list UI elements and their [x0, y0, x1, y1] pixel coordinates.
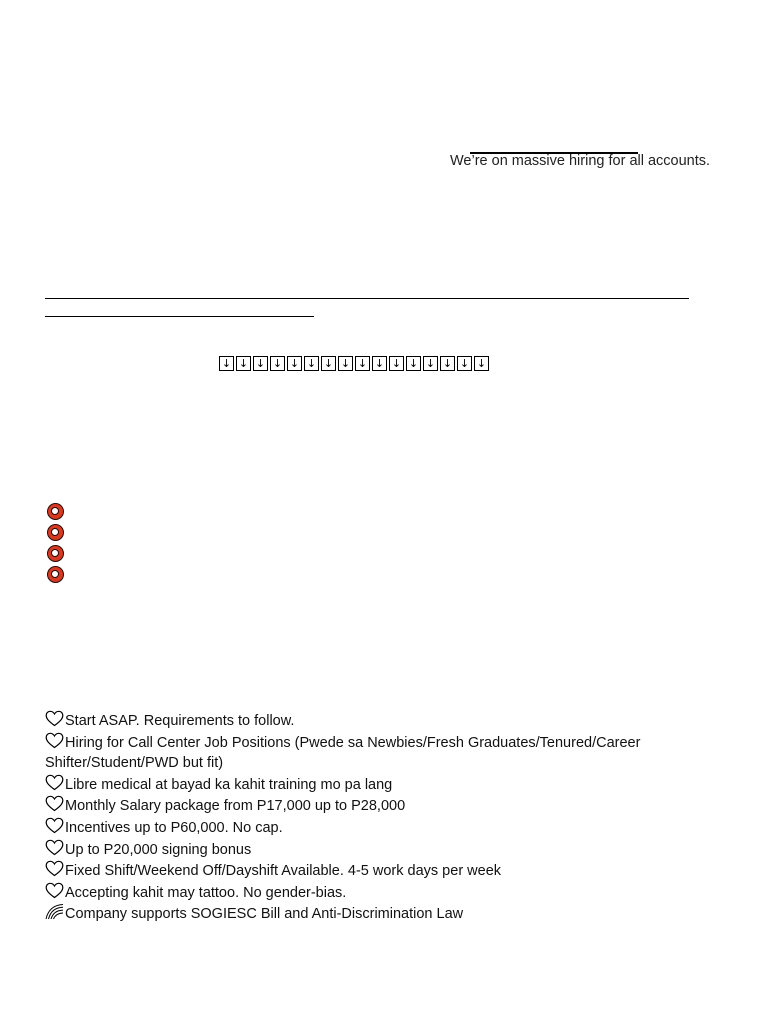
- heart-outline-icon: [45, 839, 65, 857]
- down-arrow-icon: ↓: [389, 356, 404, 371]
- heart-outline-icon: [45, 710, 65, 728]
- red-circle-bullet-icon: [47, 524, 64, 541]
- benefit-item: [45, 860, 685, 882]
- benefit-text: Fixed Shift/Weekend Off/Dayshift Available. 4-5 work days per week: [65, 863, 502, 880]
- down-arrow-icon: ↓: [406, 356, 421, 371]
- benefit-item: [45, 903, 685, 925]
- hiring-headline: We’re on massive hiring for all accounts.: [450, 153, 711, 169]
- red-circle-bullet-icon: [47, 503, 64, 520]
- benefit-item: [45, 882, 685, 904]
- benefit-text: Company supports SOGIESC Bill and Anti-Discrimination Law: [65, 906, 464, 923]
- benefit-text: Hiring for Call Center Job Positions (Pwede sa Newbies/Fresh Graduates/Tenured/Career Shifter/Student/PWD but fit): [45, 734, 641, 772]
- divider-line-short: [45, 316, 314, 317]
- down-arrow-icon: ↓: [474, 356, 489, 371]
- red-circle-bullet-icon: [47, 545, 64, 562]
- down-arrow-icon: ↓: [253, 356, 268, 371]
- benefit-item: [45, 710, 685, 732]
- heart-outline-icon: [45, 882, 65, 900]
- benefit-item: [45, 817, 685, 839]
- down-arrow-icon: ↓: [355, 356, 370, 371]
- benefit-text: Accepting kahit may tattoo. No gender-bias.: [65, 884, 347, 901]
- benefit-item: [45, 732, 685, 774]
- down-arrow-icon: ↓: [219, 356, 234, 371]
- benefit-text: Incentives up to P60,000. No cap.: [65, 819, 283, 836]
- benefit-text: Libre medical at bayad ka kahit training mo pa lang: [65, 776, 393, 793]
- benefit-item: [45, 839, 685, 861]
- down-arrow-icon: ↓: [321, 356, 336, 371]
- heart-outline-icon: [45, 817, 65, 835]
- heart-outline-icon: [45, 774, 65, 792]
- benefits-list: [45, 710, 685, 925]
- down-arrow-icon: ↓: [270, 356, 285, 371]
- down-arrow-icon: ↓: [338, 356, 353, 371]
- down-arrow-icon: ↓: [440, 356, 455, 371]
- benefit-text: Start ASAP. Requirements to follow.: [65, 713, 295, 729]
- heart-outline-icon: [45, 860, 65, 878]
- rainbow-icon: [45, 903, 65, 921]
- down-arrow-icon: ↓: [457, 356, 472, 371]
- benefit-item: [45, 795, 685, 817]
- down-arrow-icon: ↓: [372, 356, 387, 371]
- down-arrow-icon: ↓: [423, 356, 438, 371]
- divider-line-long: [45, 298, 689, 299]
- down-arrow-icon: ↓: [304, 356, 319, 371]
- down-arrow-icon: ↓: [287, 356, 302, 371]
- down-arrow-row: [219, 356, 489, 371]
- benefit-text: Up to P20,000 signing bonus: [65, 841, 252, 858]
- red-bullet-column: [47, 503, 64, 583]
- heart-outline-icon: [45, 732, 65, 750]
- down-arrow-icon: ↓: [236, 356, 251, 371]
- heart-outline-icon: [45, 795, 65, 813]
- benefit-item: [45, 774, 685, 796]
- red-circle-bullet-icon: [47, 566, 64, 583]
- benefit-text: Monthly Salary package from P17,000 up to P28,000: [65, 798, 406, 815]
